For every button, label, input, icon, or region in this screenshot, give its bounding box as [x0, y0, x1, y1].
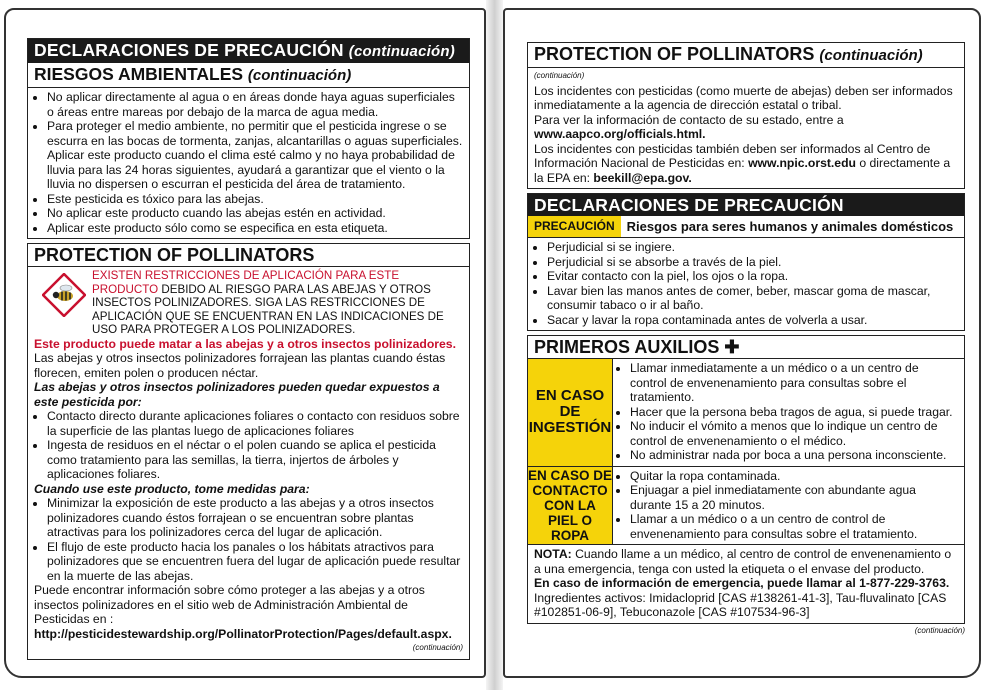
list-item: • Minimizar la exposición de este producto a las abejas y a otros insectos polinizadores cuando éstos forrajean o se encuentran sobre plantas atractivas para los polinizadores cerca del lugar de aplicación. — [47, 496, 463, 540]
precaution-cont: (continuación) — [348, 43, 455, 60]
env-heading — [28, 63, 469, 88]
bee-warning-icon — [42, 273, 86, 317]
list-item: • No inducir el vómito a menos que lo indique un centro de control de envenenamiento o el médico. — [630, 419, 958, 448]
book-fold — [486, 0, 503, 690]
precaution-row — [528, 216, 964, 238]
note-label: NOTA: — [534, 547, 572, 561]
skin-contact-row — [528, 466, 964, 545]
env-list — [34, 90, 463, 235]
pollinators-title: PROTECTION OF POLLINATORS — [534, 44, 815, 64]
pollinators-cont-heading — [528, 43, 964, 68]
stewardship-link[interactable]: http://pesticidestewardship.org/PollinatorProtection/Pages/default.aspx. — [34, 626, 452, 641]
list-item: • Ingesta de residuos en el néctar o el polen cuando se aplica el pesticida como tratamiento para las semillas, la tierra, injertos de árboles y aplicaciones foliares. — [47, 438, 463, 482]
precaution-heading-right: DECLARACIONES DE PRECAUCIÓN — [528, 194, 964, 216]
ingestion-label: EN CASO DE INGESTIÓN — [528, 359, 613, 466]
list-item: • Contacto directo durante aplicaciones foliares o contacto con residuos sobre la superficie de las plantas luego de aplicaciones foliares — [47, 409, 463, 438]
list-item: • Hacer que la persona beba tragos de agua, si puede tragar. — [630, 405, 958, 420]
ingestion-list — [617, 361, 958, 463]
list-item: • El flujo de este producto hacia los panales o los hábitats atractivos para polinizadores que se encuentren fuera del lugar de aplicación puede resultar en la muerte de las abejas. — [47, 540, 463, 584]
first-aid-box — [527, 335, 965, 624]
ingestion-row — [528, 358, 964, 466]
measures-list — [34, 496, 463, 583]
left-page — [4, 8, 486, 678]
skin-contact-text — [613, 467, 964, 545]
env-cont: (continuación) — [247, 67, 352, 84]
list-item: • Perjudicial si se ingiere. — [547, 240, 958, 255]
list-item: • Para proteger el medio ambiente, no permitir que el pesticida ingrese o se escurra en las bocas de tormenta, zanjas, alcantarillas o aguas superficiales. Aplicar este producto cuando el clima esté calmo y no haya probabilidad de lluvia para las 24 horas siguientes, ayudará a garantizar que el viento o la lluvia no dispersen o escurran el pesticida del área de tratamiento. — [47, 119, 463, 192]
precaution-heading — [28, 39, 469, 63]
first-aid-title: PRIMEROS AUXILIOS — [534, 337, 720, 357]
list-item: • Enjuagar a piel inmediatamente con abundante agua durante 15 a 20 minutos. — [630, 483, 958, 512]
precaution-env-box — [27, 38, 470, 239]
active-ingredients: Ingredientes activos: Imidacloprid [CAS #138261-41-3], Tau-fluvalinato [CAS #102851-06-9], Tebuconazole [CAS #107534-96-3] — [534, 590, 947, 619]
list-item: • Llamar inmediatamente a un médico o a un centro de control de envenenamiento para consultas sobre el tratamiento. — [630, 361, 958, 405]
pollinators-box — [27, 243, 470, 660]
small-continued: (continuación) — [534, 71, 585, 80]
precaution-label: PRECAUCIÓN — [528, 216, 621, 237]
note-para — [534, 547, 958, 576]
right-page — [503, 8, 981, 678]
skin-contact-label: EN CASO DE CONTACTO CON LA PIEL O ROPA — [528, 467, 613, 543]
incidents-para: Los incidentes con pesticidas (como muerte de abejas) deben ser informados inmediatamente a la agencia de dirección estatal o tribal. — [534, 83, 953, 112]
pollinator-warning — [34, 269, 463, 337]
precaution-box — [527, 193, 965, 331]
pollinators-para2: Puede encontrar información sobre cómo proteger a las abejas y a otros insectos polinizadores en el sitio web de Administración Ambiental de Pesticidas en : — [34, 583, 425, 626]
contact-para — [534, 113, 958, 142]
plus-icon: ✚ — [724, 337, 740, 357]
precaution-subtitle: Riesgos para seres humanos y animales domésticos — [626, 219, 954, 234]
pollinators-heading: PROTECTION OF POLLINATORS — [28, 244, 469, 267]
list-item: • Llamar a un médico o a un centro de control de envenenamiento para consultas sobre el tratamiento. — [630, 512, 958, 541]
list-item: • Sacar y lavar la ropa contaminada antes de volverla a usar. — [547, 313, 958, 328]
contact-text: Para ver la información de contacto de su estado, entre a — [534, 112, 844, 127]
list-item: • No aplicar directamente al agua o en áreas donde haya aguas superficiales o áreas entre mareas por debajo de la marca de agua media. — [47, 90, 463, 119]
list-item: • Quitar la ropa contaminada. — [630, 469, 958, 484]
list-item: • Evitar contacto con la piel, los ojos o la ropa. — [547, 269, 958, 284]
emergency-phone: En caso de información de emergencia, puede llamar al 1-877-229-3763. — [534, 576, 950, 590]
npic-link[interactable]: www.npic.orst.edu — [748, 156, 856, 170]
warning-rest-text: DEBIDO AL RIESGO PARA LAS ABEJAS Y OTROS INSECTOS POLINIZADORES. SIGA LAS RESTRICCIONES DE APLICACIÓN QUE SE ENCUENTRAN EN LAS INDICACIONES DE USO PARA PROTEGER A LOS POLINIZADORES. — [92, 282, 444, 336]
continued-note: (continuación) — [412, 643, 463, 652]
pollinators-text — [28, 267, 469, 659]
precaution-title: DECLARACIONES DE PRECAUCIÓN — [34, 40, 344, 60]
note-section — [528, 544, 964, 623]
pollinators-cont: (continuación) — [819, 47, 923, 64]
env-text — [28, 88, 469, 238]
first-aid-heading — [528, 336, 964, 358]
list-item: • No administrar nada por boca a una persona inconsciente. — [630, 448, 958, 463]
aapco-link[interactable]: www.aapco.org/officials.html. — [534, 127, 706, 141]
measures-heading: Cuando use este producto, tome medidas para: — [34, 481, 310, 496]
list-item: • Lavar bien las manos antes de comer, beber, mascar goma de mascar, consumir tabaco o ir al baño. — [547, 284, 958, 313]
exposure-heading: Las abejas y otros insectos polinizadores pueden quedar expuestos a este pesticida por: — [34, 380, 440, 409]
epa-text: o directamente a la EPA en: — [534, 156, 951, 185]
list-item: • Este pesticida es tóxico para las abejas. — [47, 192, 463, 207]
epa-email-link[interactable]: beekill@epa.gov. — [593, 170, 692, 185]
warning-text — [92, 269, 463, 337]
pollinators-cont-box — [527, 42, 965, 189]
list-item: • Aplicar este producto sólo como se especifica en esta etiqueta. — [47, 221, 463, 236]
npic-text: Los incidentes con pesticidas también deben ser informados al Centro de Información Nacional de Pesticidas en: — [534, 141, 931, 170]
continued-note: (continuación) — [914, 625, 965, 635]
precaution-list — [534, 240, 958, 327]
pollinators-cont-text — [528, 68, 964, 188]
exposure-list — [34, 409, 463, 482]
kill-warning: Este producto puede matar a las abejas y a otros insectos polinizadores. — [34, 336, 456, 351]
pollinators-para1: Las abejas y otros insectos polinizadores forrajean las plantas cuando éstas florecen, emiten polen o producen néctar. — [34, 351, 446, 380]
env-title: RIESGOS AMBIENTALES — [34, 64, 244, 84]
warning-red-text: EXISTEN RESTRICCIONES DE APLICACIÓN PARA ESTE PRODUCTO — [92, 269, 400, 296]
skin-contact-list — [617, 469, 958, 542]
npic-para — [534, 142, 958, 186]
list-item: • Perjudicial si se absorbe a través de la piel. — [547, 255, 958, 270]
note-text: Cuando llame a un médico, al centro de control de envenenamiento o a una emergencia, tenga con usted la etiqueta o el envase del producto. — [534, 547, 952, 576]
list-item: • No aplicar este producto cuando las abejas estén en actividad. — [47, 206, 463, 221]
ingestion-text — [613, 359, 964, 466]
precaution-text — [528, 238, 964, 330]
